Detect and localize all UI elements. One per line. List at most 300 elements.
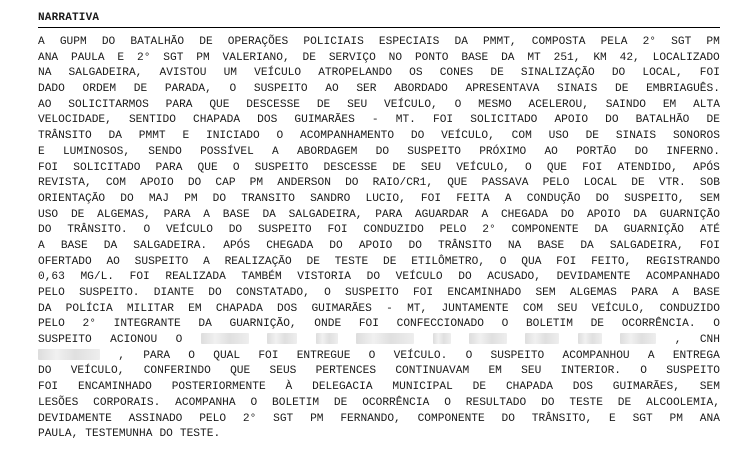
word: RESULTADO bbox=[465, 396, 527, 409]
word: BATALHÃO bbox=[635, 114, 690, 127]
narrative-line bbox=[38, 208, 720, 224]
word: PARA bbox=[631, 287, 658, 299]
word: REALIZADA bbox=[165, 271, 226, 284]
word: SUSPEITO bbox=[38, 334, 92, 347]
word: ENTREGUE bbox=[296, 349, 351, 362]
word: CONTINUAVAM bbox=[395, 365, 470, 378]
word: COMPONENTE bbox=[511, 224, 579, 237]
word: BOLETIM bbox=[525, 318, 573, 331]
word: FOI bbox=[38, 381, 59, 394]
word: PONTO bbox=[414, 51, 449, 64]
word: APRESENTAVA bbox=[465, 83, 540, 96]
word: PM bbox=[310, 412, 324, 425]
word: PARA bbox=[375, 208, 403, 221]
word: PM bbox=[669, 412, 683, 425]
word: DEVIDAMENTE bbox=[38, 412, 112, 425]
word: ABORDAGEM bbox=[296, 145, 358, 158]
word: , bbox=[118, 349, 125, 362]
narrative-line bbox=[38, 270, 720, 286]
word: BOLETIM bbox=[272, 396, 320, 409]
narrative-line bbox=[38, 129, 720, 145]
word: TESTE bbox=[334, 255, 369, 268]
word: O bbox=[444, 396, 451, 409]
word: PRÓXIMO bbox=[479, 145, 527, 158]
word: MAJ bbox=[148, 192, 169, 205]
word: 2° bbox=[642, 36, 657, 48]
word: GUIMARÃES, bbox=[612, 381, 680, 394]
word: POLÍCIA bbox=[65, 302, 113, 315]
narrative-line bbox=[38, 82, 720, 98]
word: 42, bbox=[619, 51, 640, 64]
word: COM bbox=[522, 302, 543, 315]
word: CONDUÇÃO bbox=[526, 192, 581, 205]
word: TRANSITO bbox=[241, 192, 295, 205]
word: ORDEM bbox=[82, 83, 117, 96]
word: ACELEROU, bbox=[528, 98, 589, 111]
redacted-text bbox=[433, 333, 451, 344]
word: INICIADO bbox=[205, 130, 260, 143]
word: FOI bbox=[38, 161, 59, 174]
narrative-line bbox=[38, 349, 720, 365]
word: DE bbox=[615, 83, 629, 96]
word: FOI bbox=[327, 224, 348, 237]
word: DA bbox=[108, 130, 122, 143]
word: PMMT, bbox=[483, 36, 517, 48]
word: DE bbox=[199, 36, 213, 48]
word: PASSAVA bbox=[481, 177, 529, 190]
word: 2° bbox=[482, 224, 496, 237]
word: A bbox=[38, 36, 45, 48]
word: O bbox=[525, 161, 532, 174]
word: DE bbox=[302, 51, 316, 64]
word: A bbox=[481, 208, 489, 221]
word: REGISTRANDO bbox=[646, 255, 720, 268]
word: TRÂNSITO, bbox=[531, 412, 593, 425]
word: DO bbox=[611, 67, 626, 80]
word: GUIMARÃES bbox=[294, 114, 355, 127]
word: CONES bbox=[439, 67, 474, 80]
word: QUA bbox=[521, 255, 542, 268]
word: SUSPEITO, bbox=[624, 192, 685, 205]
word: CHEGADA bbox=[266, 239, 314, 252]
narrative-line bbox=[38, 192, 720, 208]
word: FOI bbox=[699, 67, 720, 80]
word: ESPECIAIS bbox=[378, 36, 440, 48]
narrative-line bbox=[38, 161, 720, 177]
narrative-line bbox=[38, 396, 720, 412]
word: DO bbox=[208, 287, 222, 299]
word: O bbox=[324, 287, 331, 299]
word: SEU bbox=[557, 302, 578, 315]
word: O bbox=[499, 255, 507, 268]
word: APÓS bbox=[223, 239, 251, 252]
word: À bbox=[285, 381, 293, 394]
word: LOCALIZADO bbox=[652, 51, 720, 64]
word: DO bbox=[345, 177, 359, 190]
word: DE bbox=[392, 161, 406, 174]
word: SUSPEITO bbox=[134, 255, 189, 268]
word: SALGADEIRA, bbox=[609, 239, 684, 252]
word: DO bbox=[560, 208, 575, 221]
word: DA bbox=[454, 36, 468, 48]
word: PM bbox=[706, 36, 720, 48]
word: SUSPEITO bbox=[490, 349, 545, 362]
word: PELO bbox=[38, 287, 65, 299]
word: ALTA bbox=[693, 98, 720, 111]
word: MT, bbox=[407, 302, 428, 315]
word: CHEGADA bbox=[500, 208, 548, 221]
word: BATALHÃO bbox=[130, 36, 185, 48]
word: MESMO bbox=[478, 98, 512, 111]
word: PARA bbox=[155, 161, 183, 174]
word: SGT bbox=[671, 36, 692, 48]
word: E bbox=[609, 412, 616, 425]
narrative-line bbox=[38, 317, 720, 333]
section-divider bbox=[38, 27, 720, 28]
word: DO bbox=[329, 239, 343, 252]
word: VEÍCULO bbox=[254, 67, 302, 80]
word: EM bbox=[488, 365, 502, 378]
word: SOB bbox=[699, 177, 720, 190]
word: LESÕES bbox=[38, 396, 79, 409]
word: ALCOOLEMIA, bbox=[646, 396, 720, 409]
word: SENTIDO bbox=[128, 114, 176, 127]
word: O bbox=[454, 98, 462, 111]
word: INTEGRANTE bbox=[113, 318, 181, 331]
word: ENCAMINHADO bbox=[78, 381, 152, 394]
word: SONOROS bbox=[672, 130, 720, 143]
word: DE bbox=[490, 67, 504, 80]
word: DE bbox=[617, 396, 632, 409]
word: POSSÍVEL bbox=[200, 145, 254, 158]
narrative-line bbox=[38, 223, 720, 239]
word: SINAIS bbox=[615, 130, 657, 143]
word: APOIO bbox=[586, 208, 621, 221]
word: DO bbox=[120, 192, 134, 205]
redacted-text bbox=[201, 333, 249, 344]
word: DA bbox=[633, 208, 647, 221]
word: A bbox=[272, 145, 279, 158]
word: SUSPEITO bbox=[345, 287, 399, 299]
word: NA bbox=[38, 67, 52, 80]
word: SOLICITADO bbox=[73, 161, 141, 174]
word: DO bbox=[159, 428, 173, 441]
word: AVISTOU bbox=[159, 67, 207, 80]
word: COM bbox=[105, 177, 126, 190]
word: SENDO bbox=[148, 145, 182, 158]
word: BASE bbox=[461, 51, 489, 64]
narrative-line bbox=[38, 333, 720, 349]
word: DO bbox=[634, 145, 649, 158]
word: VEÍCULO, bbox=[591, 302, 646, 315]
word: O bbox=[232, 161, 240, 174]
word: O bbox=[143, 224, 151, 237]
word: QUE bbox=[197, 161, 218, 174]
word: APOIO bbox=[140, 177, 174, 190]
word: ENCAMINHADO bbox=[447, 287, 522, 299]
word: DE bbox=[472, 381, 487, 394]
word: ACOMPANHADO bbox=[646, 271, 720, 284]
word: ACOMPANHA bbox=[175, 396, 236, 409]
word: POSTERIORMENTE bbox=[171, 381, 266, 394]
word: DO bbox=[212, 192, 227, 205]
word: TRÂNSITO bbox=[438, 239, 492, 252]
word: ENTREGA bbox=[672, 349, 720, 362]
word: JUNTAMENTE bbox=[441, 302, 509, 315]
word: BASE bbox=[537, 239, 565, 252]
word: DE bbox=[133, 83, 148, 96]
word: DESCESSE bbox=[246, 98, 300, 111]
section-title: NARRATIVA bbox=[38, 12, 100, 24]
word: DOS bbox=[572, 381, 593, 394]
word: DE bbox=[706, 114, 720, 127]
word: DO bbox=[458, 271, 472, 284]
word: CONSTATADO, bbox=[235, 287, 310, 299]
word: OPERAÇÕES bbox=[227, 36, 289, 48]
word: SUSPEITO bbox=[257, 224, 312, 237]
word: DO bbox=[541, 396, 555, 409]
word: DA bbox=[103, 239, 118, 252]
word: DO bbox=[375, 145, 390, 158]
word: O bbox=[229, 83, 237, 96]
word: VEÍCULO. bbox=[393, 349, 448, 362]
word: KM bbox=[593, 51, 607, 64]
word: VALERIANO, bbox=[222, 51, 290, 64]
word: DO bbox=[501, 412, 515, 425]
word: CONDUZIDO bbox=[659, 302, 720, 315]
word: ONDE bbox=[314, 318, 342, 331]
word: PM bbox=[184, 192, 198, 205]
word: BASE bbox=[693, 287, 720, 299]
word: DA bbox=[262, 208, 276, 221]
word: PARA bbox=[163, 208, 191, 221]
word: PM bbox=[249, 177, 264, 190]
narrative-line bbox=[38, 239, 720, 255]
word: SALGADEIRA, bbox=[68, 67, 143, 80]
word: DOS bbox=[257, 114, 278, 127]
word: CONDUZIDO bbox=[363, 224, 424, 237]
word: - bbox=[386, 302, 393, 315]
word: SEM bbox=[699, 192, 720, 205]
word: O bbox=[501, 318, 509, 331]
word: QUE bbox=[209, 98, 230, 111]
word: LOCAL bbox=[583, 177, 618, 190]
word: QUE bbox=[230, 365, 251, 378]
word: DE bbox=[590, 318, 605, 331]
word: PELA bbox=[600, 36, 628, 48]
word: SER bbox=[356, 83, 377, 96]
word: FEITA bbox=[456, 192, 490, 205]
word: USO bbox=[38, 208, 59, 221]
word: PAULA, bbox=[38, 428, 79, 441]
word: RAIO/CR1, bbox=[372, 177, 434, 190]
word: EM bbox=[662, 98, 677, 111]
word: FERNANDO, bbox=[340, 412, 401, 425]
word: UM bbox=[223, 67, 238, 80]
narrative-line bbox=[38, 427, 720, 443]
word: CONFERINDO bbox=[143, 365, 211, 378]
word: DESCESSE bbox=[323, 161, 378, 174]
word: CHAPADA bbox=[505, 381, 553, 394]
word: DA bbox=[580, 239, 594, 252]
word: VTR. bbox=[658, 177, 686, 190]
word: VEÍCULO, bbox=[441, 130, 495, 143]
word: INFERNO. bbox=[666, 145, 720, 158]
word: SGT bbox=[632, 412, 653, 425]
word: A bbox=[203, 255, 210, 268]
word: TESTEMUNHA bbox=[85, 428, 153, 441]
word: MUNICIPAL bbox=[392, 381, 453, 394]
narrative-line bbox=[38, 286, 720, 302]
word: PMMT bbox=[138, 130, 166, 143]
narrative-line bbox=[38, 145, 720, 161]
word: SOLICITADO bbox=[470, 114, 538, 127]
word: FEITO, bbox=[591, 255, 632, 268]
word: SEU bbox=[420, 161, 442, 174]
word: SALGADEIRA, bbox=[288, 208, 363, 221]
redacted-text bbox=[38, 349, 100, 360]
word: PAULA bbox=[71, 51, 105, 64]
word: DO bbox=[410, 130, 425, 143]
word: DE bbox=[306, 255, 320, 268]
word: MILITAR bbox=[126, 302, 174, 315]
word: TRÂNSITO bbox=[38, 130, 92, 143]
redacted-text bbox=[267, 333, 297, 344]
word: SUSPEITO bbox=[254, 161, 309, 174]
word: AO bbox=[325, 83, 339, 96]
word: DA bbox=[594, 224, 608, 237]
word: DA bbox=[501, 51, 515, 64]
word: APÓS bbox=[693, 161, 720, 174]
word: VEÍCULO, bbox=[384, 98, 438, 111]
word: TRÂNSITO. bbox=[67, 224, 128, 237]
narrative-line bbox=[38, 113, 720, 129]
word: PELO bbox=[439, 224, 467, 237]
word: MT. bbox=[395, 114, 416, 127]
narrative-line bbox=[38, 380, 720, 396]
word: LOCAL, bbox=[642, 67, 683, 80]
word: A bbox=[504, 192, 512, 205]
word: CAP bbox=[215, 177, 236, 190]
word: O bbox=[713, 318, 720, 331]
word: SEU bbox=[347, 98, 368, 111]
word: ACUSADO, bbox=[487, 271, 541, 284]
word: VEÍCULO, bbox=[70, 365, 125, 378]
word: A bbox=[203, 208, 211, 221]
redacted-text bbox=[356, 333, 414, 344]
word: ABORDADO bbox=[394, 83, 448, 96]
word: DO bbox=[228, 224, 243, 237]
word: COMPOSTA bbox=[531, 36, 586, 48]
word: COMPONENTE bbox=[417, 412, 485, 425]
word: 251, bbox=[553, 51, 581, 64]
word: GUARNIÇÃO bbox=[659, 208, 720, 221]
word: DE bbox=[316, 98, 331, 111]
word: AGUARDAR bbox=[414, 208, 469, 221]
word: REVISTA, bbox=[38, 177, 92, 190]
word: E bbox=[38, 145, 45, 158]
word: COM bbox=[511, 130, 532, 143]
word: ACOMPANHOU bbox=[562, 349, 630, 362]
word: SALGADEIRA. bbox=[133, 239, 208, 252]
word: BASE bbox=[222, 208, 250, 221]
word: USO bbox=[548, 130, 569, 143]
word: 2° bbox=[242, 412, 257, 425]
word: SUSPEITO bbox=[253, 83, 308, 96]
word: DO bbox=[38, 365, 52, 378]
word: 2° bbox=[82, 318, 96, 331]
word: , bbox=[674, 334, 682, 347]
word: FOI bbox=[699, 239, 720, 252]
redacted-text bbox=[525, 333, 559, 344]
narrative-line bbox=[38, 66, 720, 82]
word: 0,63 bbox=[38, 271, 65, 284]
word: PELO bbox=[199, 412, 227, 425]
word: CONFECCIONADO bbox=[396, 318, 484, 331]
word: SEM bbox=[535, 287, 556, 299]
word: CNH bbox=[699, 334, 720, 347]
word: SUSPEITO bbox=[666, 365, 720, 378]
word: O bbox=[175, 334, 183, 347]
word: OFERTADO bbox=[38, 255, 92, 268]
word: PARA bbox=[165, 98, 193, 111]
word: DO bbox=[366, 271, 381, 284]
word: GUIMARÃES bbox=[311, 302, 372, 315]
word: APOIO bbox=[358, 239, 393, 252]
word: DE bbox=[333, 396, 348, 409]
word: SGT bbox=[163, 51, 184, 64]
word: FOI bbox=[258, 349, 279, 362]
word: OCORRÊNCIA. bbox=[621, 318, 696, 331]
word: DE bbox=[585, 130, 600, 143]
word: DE bbox=[70, 208, 85, 221]
word: FOI bbox=[432, 114, 454, 127]
word: CHAPADA bbox=[193, 114, 241, 127]
word: FOI bbox=[582, 161, 603, 174]
word: ALGEMAS, bbox=[97, 208, 151, 221]
word: DO bbox=[187, 177, 202, 190]
word: ANDERSON bbox=[277, 177, 331, 190]
narrative-line bbox=[38, 35, 720, 51]
redacted-text bbox=[578, 333, 602, 344]
word: SEUS bbox=[269, 365, 297, 378]
word: CORPORAIS. bbox=[93, 396, 161, 409]
redacted-text bbox=[469, 333, 507, 344]
word: SGT bbox=[273, 412, 294, 425]
word: PARADA, bbox=[164, 83, 212, 96]
word: NO bbox=[388, 51, 403, 64]
word: PERTENCES bbox=[315, 365, 377, 378]
narrative-line bbox=[38, 176, 720, 192]
word: DELEGACIA bbox=[312, 381, 373, 394]
word: SINAIS bbox=[557, 83, 598, 96]
word: DA bbox=[38, 302, 52, 315]
word: MT bbox=[527, 51, 541, 64]
word: ATÉ bbox=[699, 224, 720, 237]
narrative-line bbox=[38, 302, 720, 318]
word: VELOCIDADE, bbox=[38, 114, 112, 127]
word: SOLICITARMOS bbox=[68, 98, 149, 111]
word: QUE bbox=[447, 177, 468, 190]
word: PM bbox=[196, 51, 210, 64]
word: OCORRÊNCIA bbox=[362, 396, 430, 409]
word: FOI bbox=[358, 318, 379, 331]
word: AO bbox=[38, 98, 52, 111]
word: E bbox=[182, 130, 190, 143]
word: PORTÃO bbox=[576, 145, 617, 158]
word: SANDRO bbox=[310, 192, 351, 205]
narrative-line bbox=[38, 412, 720, 428]
